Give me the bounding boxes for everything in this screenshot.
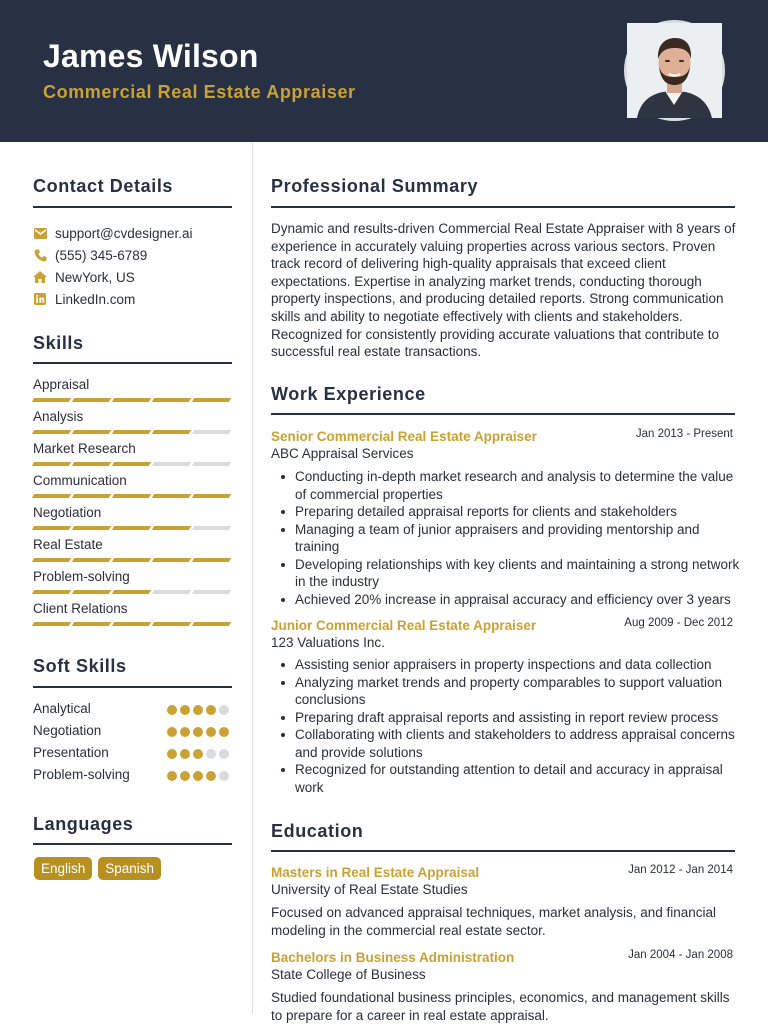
skill-level-segment bbox=[152, 526, 191, 530]
skill-level-segment bbox=[32, 430, 71, 434]
soft-skills-section-rule bbox=[33, 686, 232, 688]
skill-level-segment bbox=[32, 622, 71, 626]
degree-title: Masters in Real Estate Appraisal bbox=[271, 865, 480, 880]
language-tag: English bbox=[34, 857, 92, 880]
summary-section-rule bbox=[271, 206, 735, 208]
rating-dot bbox=[219, 705, 229, 715]
degree-dates: Jan 2004 - Jan 2008 bbox=[628, 949, 733, 961]
job-title: Senior Commercial Real Estate Appraiser bbox=[271, 429, 537, 444]
list-item: Achieved 20% increase in appraisal accuracy and efficiency over 3 years bbox=[295, 591, 743, 609]
list-item: Preparing detailed appraisal reports for clients and stakeholders bbox=[295, 503, 743, 521]
school-name: State College of Business bbox=[271, 967, 426, 982]
contact-email[interactable] bbox=[33, 224, 193, 242]
skill-name: Client Relations bbox=[33, 601, 128, 616]
job-responsibilities bbox=[295, 468, 743, 608]
skill-level-segment bbox=[152, 462, 191, 466]
rating-dot bbox=[193, 727, 203, 737]
list-item: Conducting in-depth market research and analysis to determine the value of commercial properties bbox=[295, 468, 743, 503]
phone-icon bbox=[33, 248, 47, 262]
skill-level-segment bbox=[112, 622, 151, 626]
languages-section-title: Languages bbox=[33, 814, 134, 834]
skills-section-title: Skills bbox=[33, 333, 84, 353]
skill-level-segment bbox=[112, 462, 151, 466]
soft-skill-row bbox=[33, 723, 233, 741]
soft-skill-name: Negotiation bbox=[33, 723, 102, 738]
soft-skill-row bbox=[33, 745, 233, 763]
skill-name: Market Research bbox=[33, 441, 136, 456]
list-item: Preparing draft appraisal reports and assisting in report review process bbox=[295, 709, 743, 727]
skill-level-segment bbox=[72, 398, 111, 402]
soft-skill-rating bbox=[167, 771, 232, 781]
contact-phone-text: (555) 345-6789 bbox=[55, 247, 148, 263]
skill-level-segment bbox=[72, 526, 111, 530]
skill-name: Appraisal bbox=[33, 377, 90, 392]
skill-level-bar bbox=[33, 462, 233, 466]
skill-level-bar bbox=[33, 430, 233, 434]
education-section-rule bbox=[271, 850, 735, 852]
skill-level-segment bbox=[112, 398, 151, 402]
rating-dot bbox=[167, 771, 177, 781]
language-tag: Spanish bbox=[98, 857, 161, 880]
list-item: Managing a team of junior appraisers and providing mentorship and training bbox=[295, 521, 743, 556]
rating-dot bbox=[180, 749, 190, 759]
contact-email-text: support@cvdesigner.ai bbox=[55, 225, 193, 241]
contact-section-title: Contact Details bbox=[33, 176, 174, 196]
skill-level-bar bbox=[33, 590, 233, 594]
job-dates: Aug 2009 - Dec 2012 bbox=[624, 617, 733, 629]
rating-dot bbox=[180, 705, 190, 715]
skill-level-segment bbox=[192, 590, 231, 594]
skill-level-segment bbox=[192, 526, 231, 530]
rating-dot bbox=[206, 705, 216, 715]
skill-level-segment bbox=[152, 558, 191, 562]
job-company: 123 Valuations Inc. bbox=[271, 635, 385, 650]
degree-description: Focused on advanced appraisal techniques, market analysis, and financial modeling in the commercial real estate sector. bbox=[271, 905, 717, 938]
degree-title: Bachelors in Business Administration bbox=[271, 950, 515, 965]
skill-level-segment bbox=[32, 398, 71, 402]
skill-level-segment bbox=[112, 430, 151, 434]
profile-photo bbox=[624, 20, 725, 121]
email-icon bbox=[33, 226, 47, 240]
skill-level-segment bbox=[152, 430, 191, 434]
contact-location bbox=[33, 268, 135, 286]
skill-level-bar bbox=[33, 494, 233, 498]
skill-level-segment bbox=[72, 494, 111, 498]
rating-dot bbox=[167, 749, 177, 759]
candidate-role: Commercial Real Estate Appraiser bbox=[43, 82, 356, 102]
skill-level-segment bbox=[112, 558, 151, 562]
soft-skill-row bbox=[33, 767, 233, 785]
skill-level-segment bbox=[72, 558, 111, 562]
rating-dot bbox=[180, 771, 190, 781]
rating-dot bbox=[206, 749, 216, 759]
skill-level-segment bbox=[112, 526, 151, 530]
experience-section-title: Work Experience bbox=[271, 384, 426, 404]
skill-level-segment bbox=[72, 462, 111, 466]
list-item: Analyzing market trends and property comparables to support valuation conclusions bbox=[295, 674, 743, 709]
skill-level-segment bbox=[192, 430, 231, 434]
skill-level-bar bbox=[33, 526, 233, 530]
skill-level-bar bbox=[33, 398, 233, 402]
resume-header bbox=[0, 0, 768, 142]
skill-name: Problem-solving bbox=[33, 569, 130, 584]
skill-level-segment bbox=[72, 430, 111, 434]
summary-text: Dynamic and results-driven Commercial Real Estate Appraiser with 8 years of experience in accurately valuing properties across various sectors. Proven track record of delivering high-quality appraisals that exceed client expectations. Expertise in analyzing market trends, conducting thorough property inspections, and producing detailed reports. Strong communication skills and ability to negotiate effectively with clients and stakeholders. Recognized for consistently providing accurate valuations that contribute to successful real estate transactions. bbox=[271, 221, 736, 360]
list-item: Collaborating with clients and stakeholders to address appraisal concerns and provide solutions bbox=[295, 726, 743, 761]
contact-section-rule bbox=[33, 206, 232, 208]
job-responsibilities bbox=[295, 656, 743, 796]
rating-dot bbox=[167, 705, 177, 715]
skill-level-segment bbox=[32, 494, 71, 498]
rating-dot bbox=[206, 771, 216, 781]
rating-dot bbox=[167, 727, 177, 737]
contact-phone[interactable] bbox=[33, 246, 147, 264]
rating-dot bbox=[193, 749, 203, 759]
skill-level-bar bbox=[33, 622, 233, 626]
candidate-name: James Wilson bbox=[43, 38, 259, 74]
skill-level-segment bbox=[152, 622, 191, 626]
skill-level-segment bbox=[72, 590, 111, 594]
contact-linkedin-text: LinkedIn.com bbox=[55, 291, 136, 307]
rating-dot bbox=[219, 727, 229, 737]
skill-level-segment bbox=[32, 462, 71, 466]
skill-level-bar bbox=[33, 558, 233, 562]
column-divider bbox=[252, 142, 253, 1014]
skill-level-segment bbox=[192, 494, 231, 498]
soft-skill-name: Problem-solving bbox=[33, 767, 130, 782]
degree-dates: Jan 2012 - Jan 2014 bbox=[628, 864, 733, 876]
skill-level-segment bbox=[72, 622, 111, 626]
linkedin-icon bbox=[33, 292, 47, 306]
contact-location-text: NewYork, US bbox=[55, 269, 135, 285]
home-icon bbox=[33, 270, 47, 284]
job-dates: Jan 2013 - Present bbox=[635, 428, 733, 440]
skill-name: Analysis bbox=[33, 409, 84, 424]
skill-level-segment bbox=[112, 590, 151, 594]
skill-level-segment bbox=[32, 526, 71, 530]
job-company: ABC Appraisal Services bbox=[271, 446, 414, 461]
languages-section-rule bbox=[33, 843, 232, 845]
skill-name: Communication bbox=[33, 473, 127, 488]
skill-level-segment bbox=[192, 462, 231, 466]
skill-level-segment bbox=[32, 590, 71, 594]
languages-list bbox=[34, 857, 167, 880]
skill-level-segment bbox=[32, 558, 71, 562]
school-name: University of Real Estate Studies bbox=[271, 882, 468, 897]
soft-skill-name: Presentation bbox=[33, 745, 109, 760]
skill-level-segment bbox=[192, 558, 231, 562]
experience-section-rule bbox=[271, 413, 735, 415]
skill-level-segment bbox=[192, 622, 231, 626]
list-item: Developing relationships with key clients and maintaining a strong network in the industry bbox=[295, 556, 743, 591]
soft-skill-rating bbox=[167, 705, 232, 715]
soft-skill-rating bbox=[167, 727, 232, 737]
degree-description: Studied foundational business principles, economics, and management skills to prepare for a career in real estate appraisal. bbox=[271, 990, 730, 1023]
rating-dot bbox=[206, 727, 216, 737]
skills-section-rule bbox=[33, 362, 232, 364]
skill-level-segment bbox=[152, 398, 191, 402]
skill-name: Real Estate bbox=[33, 537, 103, 552]
rating-dot bbox=[219, 749, 229, 759]
contact-linkedin[interactable] bbox=[33, 290, 135, 308]
soft-skill-rating bbox=[167, 749, 232, 759]
rating-dot bbox=[180, 727, 190, 737]
soft-skill-name: Analytical bbox=[33, 701, 91, 716]
soft-skills-section-title: Soft Skills bbox=[33, 656, 127, 676]
soft-skill-row bbox=[33, 701, 233, 719]
skill-level-segment bbox=[192, 398, 231, 402]
list-item: Assisting senior appraisers in property inspections and data collection bbox=[295, 656, 743, 674]
rating-dot bbox=[193, 705, 203, 715]
education-section-title: Education bbox=[271, 821, 364, 841]
summary-section-title: Professional Summary bbox=[271, 176, 479, 196]
skill-level-segment bbox=[152, 590, 191, 594]
rating-dot bbox=[193, 771, 203, 781]
skill-name: Negotiation bbox=[33, 505, 102, 520]
list-item: Recognized for outstanding attention to detail and accuracy in appraisal work bbox=[295, 761, 743, 796]
skill-level-segment bbox=[112, 494, 151, 498]
skill-level-segment bbox=[152, 494, 191, 498]
job-title: Junior Commercial Real Estate Appraiser bbox=[271, 618, 537, 633]
rating-dot bbox=[219, 771, 229, 781]
